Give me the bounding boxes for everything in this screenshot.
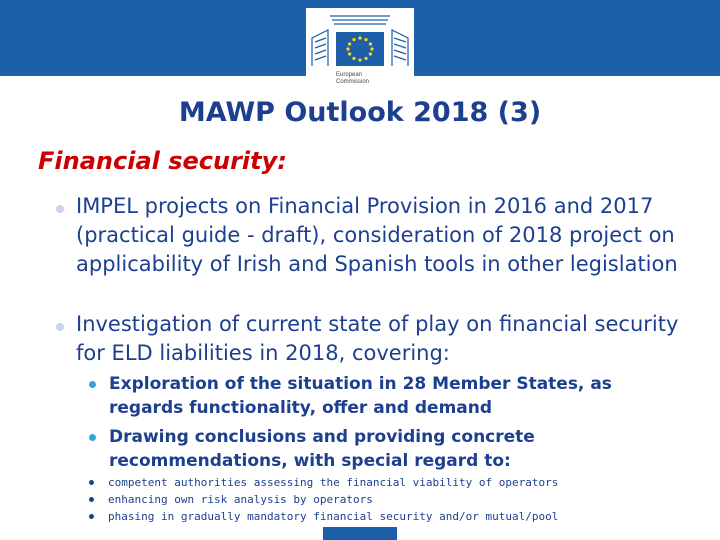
bullet-icon bbox=[56, 205, 64, 213]
sub-sub-bullet-text: enhancing own risk analysis by operators bbox=[108, 493, 373, 506]
slide-subtitle: Financial security: bbox=[38, 147, 287, 175]
sub-sub-bullet-text: phasing in gradually mandatory financial security and/or mutual/pool bbox=[108, 510, 559, 523]
sub-sub-bullet-text: competent authorities assessing the financial viability of operators bbox=[108, 476, 559, 489]
logo-caption: European Commission bbox=[336, 72, 370, 85]
sub-bullet-item bbox=[109, 372, 669, 420]
bullet-item bbox=[76, 192, 696, 279]
footer-bar bbox=[323, 527, 397, 540]
bullet-icon bbox=[89, 514, 94, 519]
bullet-text: IMPEL projects on Financial Provision in 2016 and 2017 (practical guide - draft), consideration of 2018 project on applicability of Irish and Spanish tools in other legislation bbox=[76, 194, 678, 276]
bullet-text: Investigation of current state of play on financial security for ELD liabilities in 2018, covering: bbox=[76, 312, 679, 365]
sub-sub-bullet-item bbox=[108, 474, 688, 491]
european-commission-logo bbox=[306, 8, 414, 96]
sub-bullet-text: Exploration of the situation in 28 Member States, as regards functionality, offer and demand bbox=[109, 374, 612, 418]
slide-title: MAWP Outlook 2018 (3) bbox=[178, 97, 542, 128]
sub-bullet-text: Drawing conclusions and providing concrete recommendations, with special regard to: bbox=[109, 427, 535, 471]
bullet-icon bbox=[89, 480, 94, 485]
bullet-icon bbox=[89, 497, 94, 502]
bullet-icon bbox=[89, 434, 96, 441]
sub-sub-bullet-item bbox=[108, 491, 688, 508]
bullet-icon bbox=[89, 381, 96, 388]
bullet-icon bbox=[56, 323, 64, 331]
sub-bullet-item bbox=[109, 425, 669, 473]
sub-sub-bullet-item bbox=[108, 508, 688, 525]
bullet-item bbox=[76, 310, 696, 368]
